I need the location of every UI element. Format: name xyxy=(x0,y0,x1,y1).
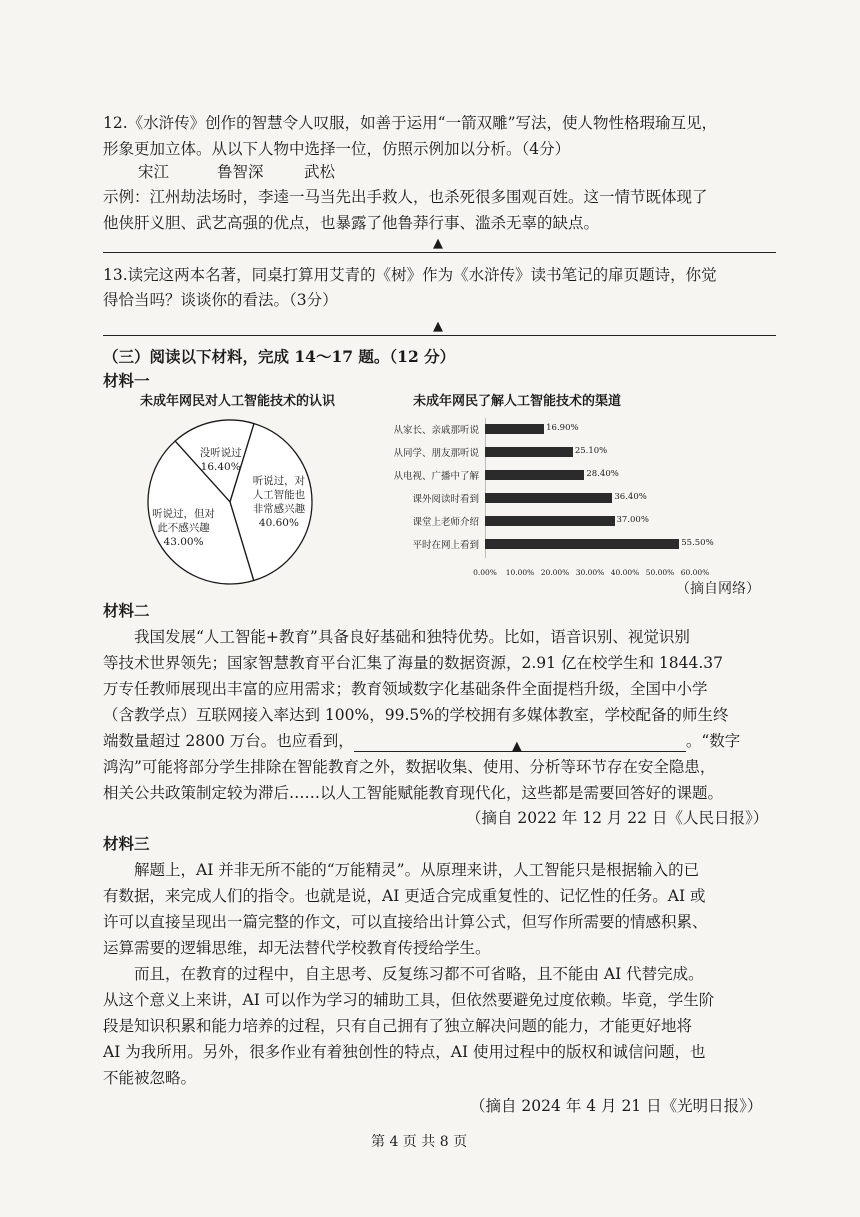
bar xyxy=(485,493,612,503)
pie-slice-value: 43.00% xyxy=(163,536,204,549)
bar-value-label: 28.40% xyxy=(586,469,619,479)
pie-slice-label-text: 听说过，但对 xyxy=(152,508,216,521)
material3-line-9: 不能被忽略。 xyxy=(103,1069,197,1087)
bar-value-label: 37.00% xyxy=(616,515,649,525)
material2-line-5-after: 。“数字 xyxy=(685,732,741,750)
bar xyxy=(485,470,584,480)
bar-value-label: 55.50% xyxy=(681,538,714,548)
pie-chart xyxy=(120,390,380,590)
q12-example-line-2: 他侠肝义胆、武艺高强的优点，也暴露了他鲁莽行事、滥杀无辜的缺点。 xyxy=(103,214,600,232)
material3-line-5: 而且，在教育的过程中，自主思考、反复练习都不可省略，且不能由 AI 代替完成。 xyxy=(134,965,704,983)
material2-line-1: 我国发展“人工智能+教育”具备良好基础和独特优势。比如，语音识别、视觉识别 xyxy=(134,628,690,646)
bar-x-tick-label: 50.00% xyxy=(645,568,675,577)
q12-answer-line[interactable] xyxy=(103,252,776,253)
pie-slice-label xyxy=(253,474,306,530)
material2-fill-blank[interactable] xyxy=(354,734,686,752)
material2-line-7: 相关公共政策制定较为滞后……以人工智能赋能教育现代化，这些都是需要回答好的课题。 xyxy=(103,784,724,802)
q12-name-3: 武松 xyxy=(304,163,336,181)
bar-x-tick-label: 10.00% xyxy=(505,568,535,577)
material2-line-6: 鸿沟”可能将部分学生排除在智能教育之外，数据收集、使用、分析等环节存在安全隐患， xyxy=(103,758,716,776)
bar xyxy=(485,539,679,549)
page-number: 第 4 页 共 8 页 xyxy=(371,1134,468,1150)
material3-line-3: 许可以直接呈现出一篇完整的作文，可以直接给出计算公式，但写作所需要的情感积累、 xyxy=(103,913,708,931)
bar xyxy=(485,516,615,526)
bar-value-label: 25.10% xyxy=(574,446,608,456)
material3-line-4: 运算需要的逻辑思维，却无法替代学校教育传授给学生。 xyxy=(103,939,491,957)
material3-line-1: 解题上，AI 并非无所不能的“万能精灵”。从原理来讲，人工智能只是根据输入的已 xyxy=(134,861,700,879)
bar-x-tick-label: 20.00% xyxy=(540,568,570,577)
q13-answer-line[interactable] xyxy=(103,335,776,336)
pie-slice-value: 16.40% xyxy=(200,460,241,473)
material2-line-5-before: 端数量超过 2800 万台。也应看到， xyxy=(103,732,354,750)
material2-line-3: 万专任教师展现出丰富的应用需求；教育领域数字化基础条件全面提档升级，全国中小学 xyxy=(103,680,708,698)
bar-chart-axis xyxy=(485,418,486,558)
bar-value-label: 36.40% xyxy=(614,492,647,502)
bar-category-label: 平时在网上看到 xyxy=(412,540,479,551)
material3-line-7: 段是知识积累和能力培养的过程，只有自己拥有了独立解决问题的能力，才能更好地将 xyxy=(103,1017,693,1035)
bar xyxy=(485,447,573,457)
bar-x-tick-label: 0.00% xyxy=(473,568,497,577)
bar-category-label: 从家长、亲戚那听说 xyxy=(393,425,479,436)
material1-label: 材料一 xyxy=(103,371,150,390)
pie-slice-label-text: 没听说过 xyxy=(199,446,242,459)
q12-line-2: 形象更加立体。从以下人物中选择一位，仿照示例加以分析。（4分） xyxy=(103,140,571,158)
bar xyxy=(485,424,544,434)
material2-label: 材料二 xyxy=(103,601,150,620)
q12-name-2: 鲁智深 xyxy=(217,163,264,181)
pie-chart-svg xyxy=(120,412,380,592)
material3-line-6: 从这个意义上来讲，AI 可以作为学习的辅助工具，但依然要避免过度依赖。毕竟，学生阶 xyxy=(103,991,715,1009)
bar-category-label: 从同学、朋友那听说 xyxy=(393,448,479,459)
material2-line-4: （含教学点）互联网接入率达到 100%，99.5%的学校拥有多媒体教室，学校配备的师生终 xyxy=(103,706,729,724)
pie-slice-label xyxy=(152,507,215,549)
pie-slice-label-text: 听说过，对 xyxy=(252,475,306,488)
bar-x-tick-label: 60.00% xyxy=(680,568,710,577)
material3-line-8: AI 为我所用。另外，很多作业有着独创性的特点，AI 使用过程中的版权和诚信问题，也 xyxy=(103,1043,706,1061)
q13-line-1: 13.读完这两本名著，同桌打算用艾青的《树》作为《水浒传》读书笔记的扉页题诗，你觉 xyxy=(103,266,717,284)
q12-name-1: 宋江 xyxy=(138,163,170,181)
bar-value-label: 16.90% xyxy=(546,423,579,433)
material3-label: 材料三 xyxy=(103,834,150,853)
q13-answer-mark: ▲ xyxy=(433,319,443,334)
material2-line-2: 等技术世界领先；国家智慧教育平台汇集了海量的数据资源，2.91 亿在校学生和 1844.37 xyxy=(103,654,723,672)
bar-x-tick-label: 30.00% xyxy=(575,568,605,577)
bar-x-tick-label: 40.00% xyxy=(610,568,640,577)
bar-category-label: 课外阅读时看到 xyxy=(412,494,479,505)
pie-slice-label xyxy=(200,446,242,474)
q12-answer-mark: ▲ xyxy=(433,236,443,251)
material2-blank-mark: ▲ xyxy=(511,739,522,754)
material2-line-5 xyxy=(103,730,740,752)
q12-line-1: 12.《水浒传》创作的智慧令人叹服，如善于运用“一箭双雕”写法，使人物性格瑕瑜互见， xyxy=(103,114,718,132)
pie-slice-value: 40.60% xyxy=(258,517,299,530)
bar-chart-title: 未成年网民了解人工智能技术的渠道 xyxy=(413,394,622,409)
pie-slice-label-text: 非常感兴趣 xyxy=(252,503,306,516)
bar-chart xyxy=(365,390,725,580)
section3-heading: （三）阅读以下材料，完成 14～17 题。（12 分） xyxy=(103,347,456,366)
bar-category-label: 从电视、广播中了解 xyxy=(393,471,479,482)
bar-category-label: 课堂上老师介绍 xyxy=(412,517,479,528)
pie-slice-label-text: 人工智能也 xyxy=(252,489,306,502)
pie-slice-label-text: 此不感兴趣 xyxy=(157,522,210,535)
material3-source: （摘自 2024 年 4 月 21 日《光明日报》） xyxy=(470,1097,763,1115)
material2-source: （摘自 2022 年 12 月 22 日《人民日报》） xyxy=(466,809,769,827)
material1-source: （摘自网络） xyxy=(676,581,760,597)
q12-example-line-1: 示例：江州劫法场时，李逵一马当先出手救人，也杀死很多围观百姓。这一情节既体现了 xyxy=(103,188,708,206)
material3-line-2: 有数据，来完成人们的指令。也就是说，AI 更适合完成重复性的、记忆性的任务。AI 或 xyxy=(103,887,706,905)
pie-chart-title: 未成年网民对人工智能技术的认识 xyxy=(140,394,336,409)
q13-line-2: 得恰当吗？谈谈你的看法。（3分） xyxy=(103,291,338,309)
